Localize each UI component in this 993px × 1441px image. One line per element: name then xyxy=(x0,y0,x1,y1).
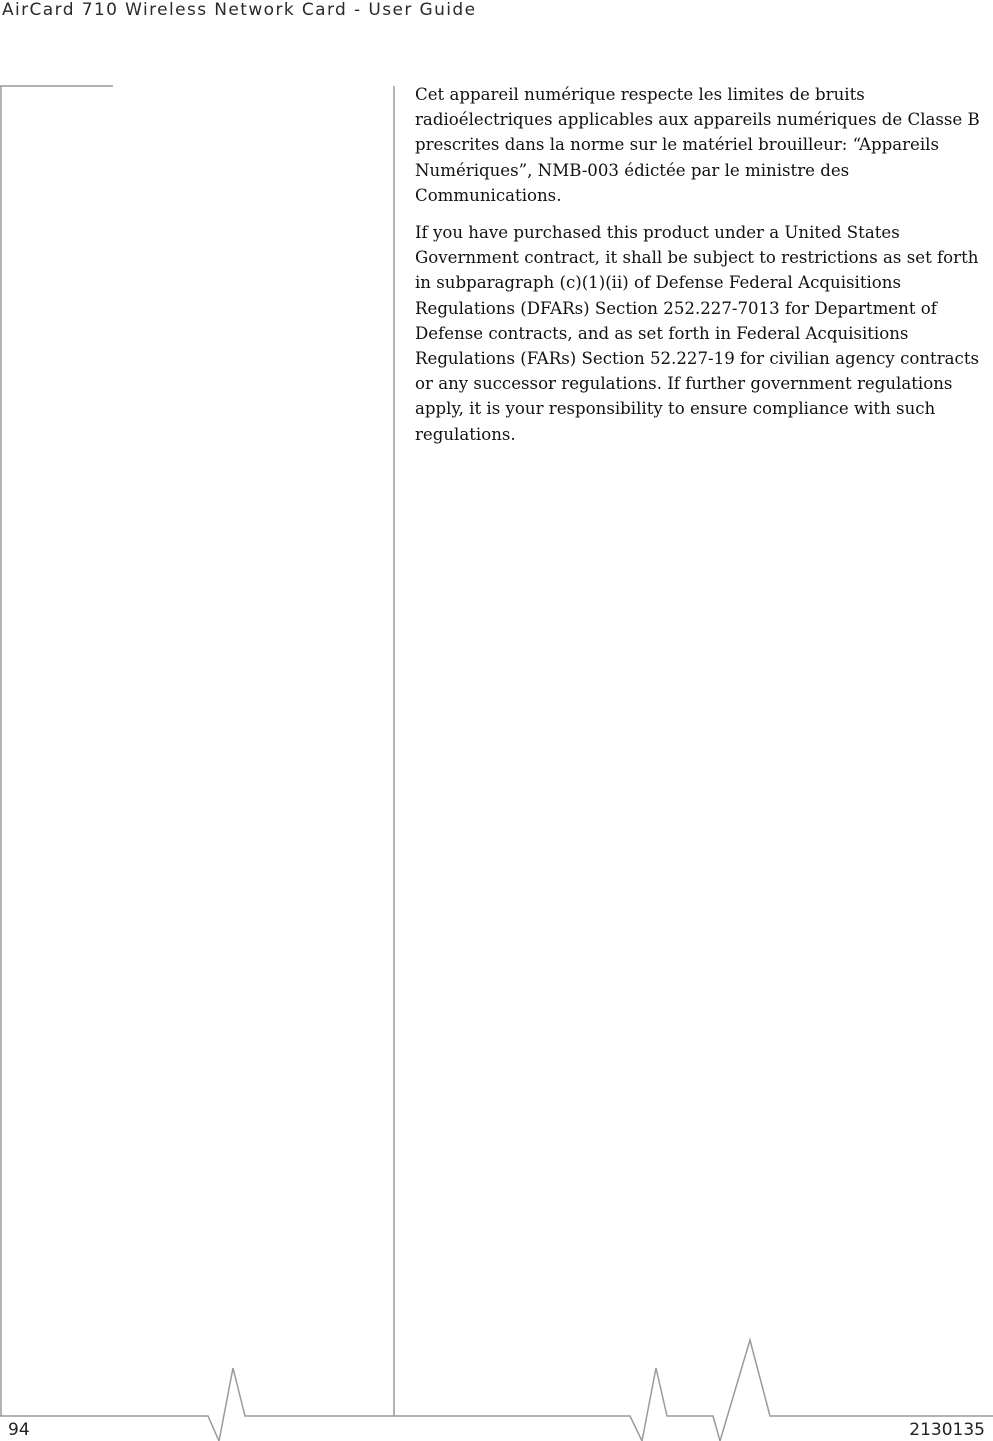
page-number: 94 xyxy=(8,1420,30,1440)
paragraph-french-notice: Cet appareil numérique respecte les limites de bruits radioélectriques applicables aux appareils numériques de Classe B prescrites dans la norme sur le matériel brouilleur: “Appareils Numériques”, NMB-003 édictée par le ministre des Communications. xyxy=(415,85,980,205)
paragraph-government-contract: If you have purchased this product under a United States Government contract, it shall be subject to restrictions as set forth in subparagraph (c)(1)(ii) of Defense Federal Acquisitions Regulations (DFARs) Section 252.227-7013 for Department of Defense contracts, and as set forth in Federal Acquisitions Regulations (FARs) Section 52.227-19 for civilian agency contracts or any successor regulations. If further government regulations apply, it is your responsibility to ensure compliance with such regulations. xyxy=(415,223,980,444)
document-number: 2130135 xyxy=(909,1420,985,1440)
running-header: AirCard 710 Wireless Network Card - User Guide xyxy=(2,0,477,20)
footer-wave-rule xyxy=(0,1340,993,1441)
body-text-column xyxy=(415,82,993,459)
